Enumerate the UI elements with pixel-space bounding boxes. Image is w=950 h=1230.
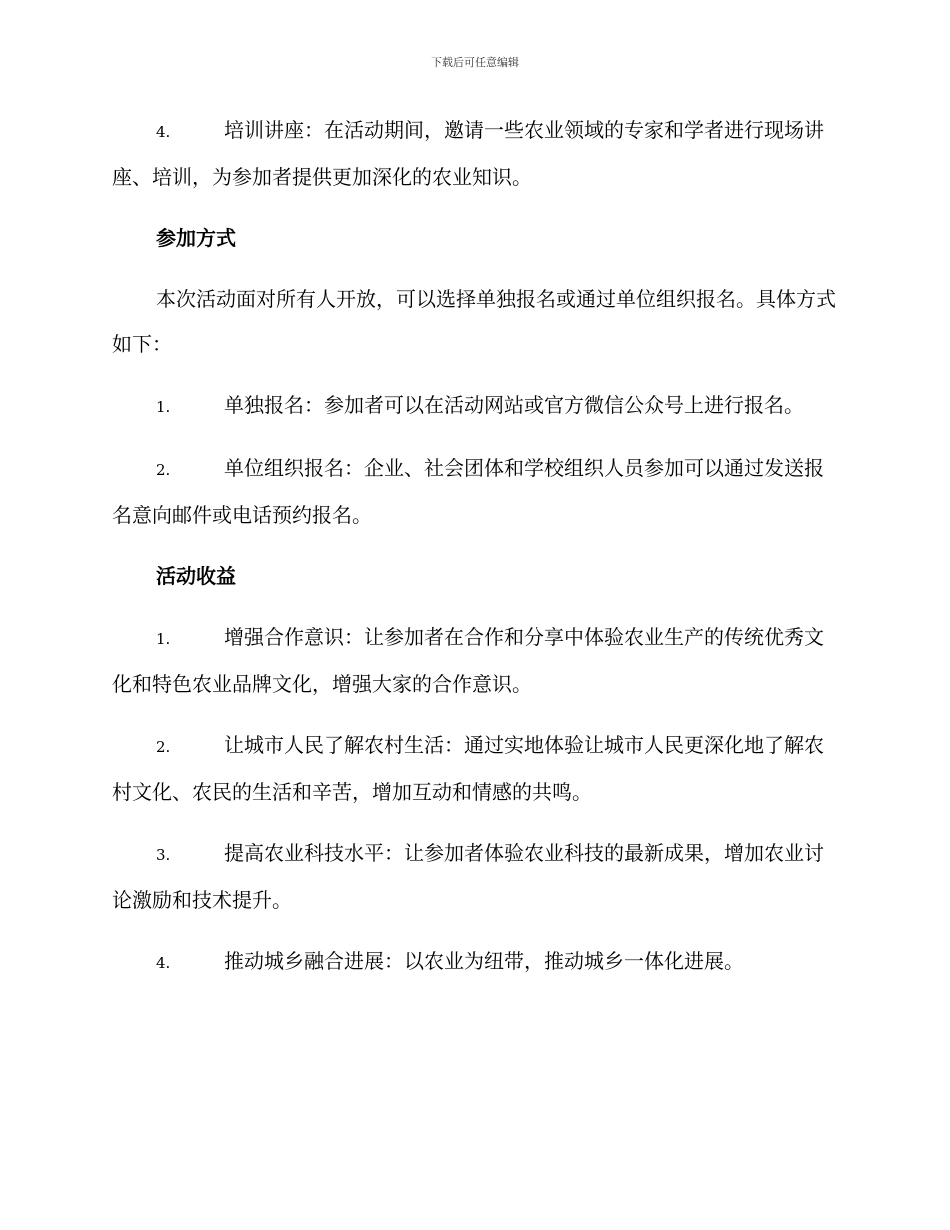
- list-item: [112, 446, 842, 538]
- section-heading-benefits: 活动收益: [156, 564, 236, 588]
- participation-intro: 本次活动面对所有人开放，可以选择单独报名或通过单位组织报名。具体方式如下：: [112, 287, 836, 356]
- list-item: [112, 723, 842, 815]
- page-header: 下载后可任意编辑: [431, 56, 519, 69]
- list-item: [112, 939, 842, 986]
- list-text: 培训讲座：在活动期间，邀请一些农业领域的专家和学者进行现场讲座、培训，为参加者提供更加深化的农业知识。: [112, 118, 824, 189]
- list-item: [112, 615, 842, 707]
- list-number: 3.: [156, 846, 171, 864]
- list-number: 1.: [156, 630, 171, 648]
- list-text: 提高农业科技水平：让参加者体验农业科技的最新成果，增加农业讨论激励和技术提升。: [112, 841, 824, 912]
- document-body: [112, 108, 842, 1002]
- list-text: 让城市人民了解农村生活：通过实地体验让城市人民更深化地了解农村文化、农民的生活和辛苦，增加互动和情感的共鸣。: [112, 733, 824, 804]
- list-number: 2.: [156, 461, 171, 479]
- list-text: 增强合作意识：让参加者在合作和分享中体验农业生产的传统优秀文化和特色农业品牌文化，增强大家的合作意识。: [112, 625, 824, 696]
- list-text: 单位组织报名：企业、社会团体和学校组织人员参加可以通过发送报名意向邮件或电话预约报名。: [112, 456, 824, 527]
- list-text: 推动城乡融合进展：以农业为纽带，推动城乡一体化进展。: [224, 949, 744, 973]
- list-item: [112, 831, 842, 923]
- list-text: 单独报名：参加者可以在活动网站或官方微信公众号上进行报名。: [224, 393, 804, 417]
- list-number: 2.: [156, 738, 171, 756]
- list-item-training: [112, 108, 842, 200]
- list-item: [112, 383, 842, 430]
- list-number: 4.: [156, 954, 171, 972]
- list-number: 1.: [156, 398, 171, 416]
- list-number: 4.: [156, 123, 171, 141]
- section-heading-participation: 参加方式: [156, 226, 236, 250]
